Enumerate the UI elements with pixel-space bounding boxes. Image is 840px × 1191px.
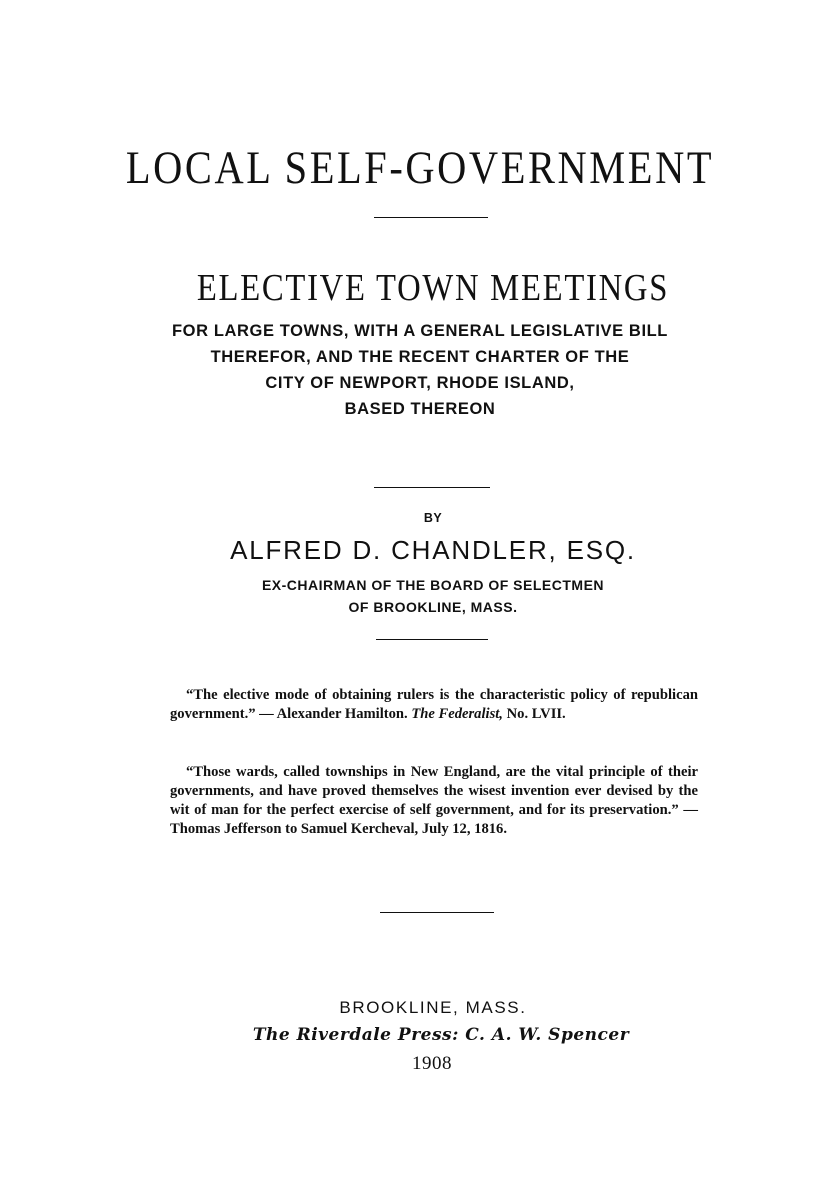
- divider-rule: [380, 912, 494, 913]
- subtitle-description: [0, 318, 840, 422]
- quote-text: “The elective mode of obtaining rulers is the characteristic policy of republican government.” — Alexander Hamilton.: [170, 687, 698, 722]
- description-line: THEREFOR, AND THE RECENT CHARTER OF THE: [210, 348, 630, 366]
- quote-text: “Those wards, called townships in New England, are the vital principle of their governments, and have proved themselves the wisest invention ever devised by the wit of man for the perfect exercise of self government, and for its preservation.” — Thomas Jefferson to Samuel Kercheval, July 12, 1816.: [170, 764, 698, 837]
- subtitle: ELECTIVE TOWN MEETINGS: [196, 267, 670, 309]
- quote-source-title: The Federalist,: [411, 706, 503, 722]
- author-name: ALFRED D. CHANDLER, ESQ.: [230, 535, 636, 565]
- epigraph-quote: [170, 686, 698, 724]
- divider-rule: [374, 217, 488, 218]
- description-line: FOR LARGE TOWNS, WITH A GENERAL LEGISLATIVE BILL: [172, 322, 668, 340]
- description-line: CITY OF NEWPORT, RHODE ISLAND,: [265, 374, 575, 392]
- publication-place: BROOKLINE, MASS.: [339, 998, 527, 1017]
- divider-rule: [374, 487, 490, 488]
- author-title: [0, 574, 840, 618]
- publication-year: 1908: [412, 1053, 452, 1074]
- publisher-imprint: The Riverdale Press: C. A. W. Spencer: [252, 1025, 630, 1045]
- by-label: BY: [423, 511, 443, 525]
- author-title-line: OF BROOKLINE, MASS.: [348, 599, 518, 615]
- description-line: BASED THEREON: [344, 400, 496, 418]
- quote-source-ref: No. LVII.: [506, 706, 566, 722]
- epigraph-quote: [170, 763, 698, 839]
- divider-rule: [376, 639, 488, 640]
- author-title-line: EX-CHAIRMAN OF THE BOARD OF SELECTMEN: [261, 577, 605, 593]
- page-title: LOCAL SELF-GOVERNMENT: [125, 142, 715, 195]
